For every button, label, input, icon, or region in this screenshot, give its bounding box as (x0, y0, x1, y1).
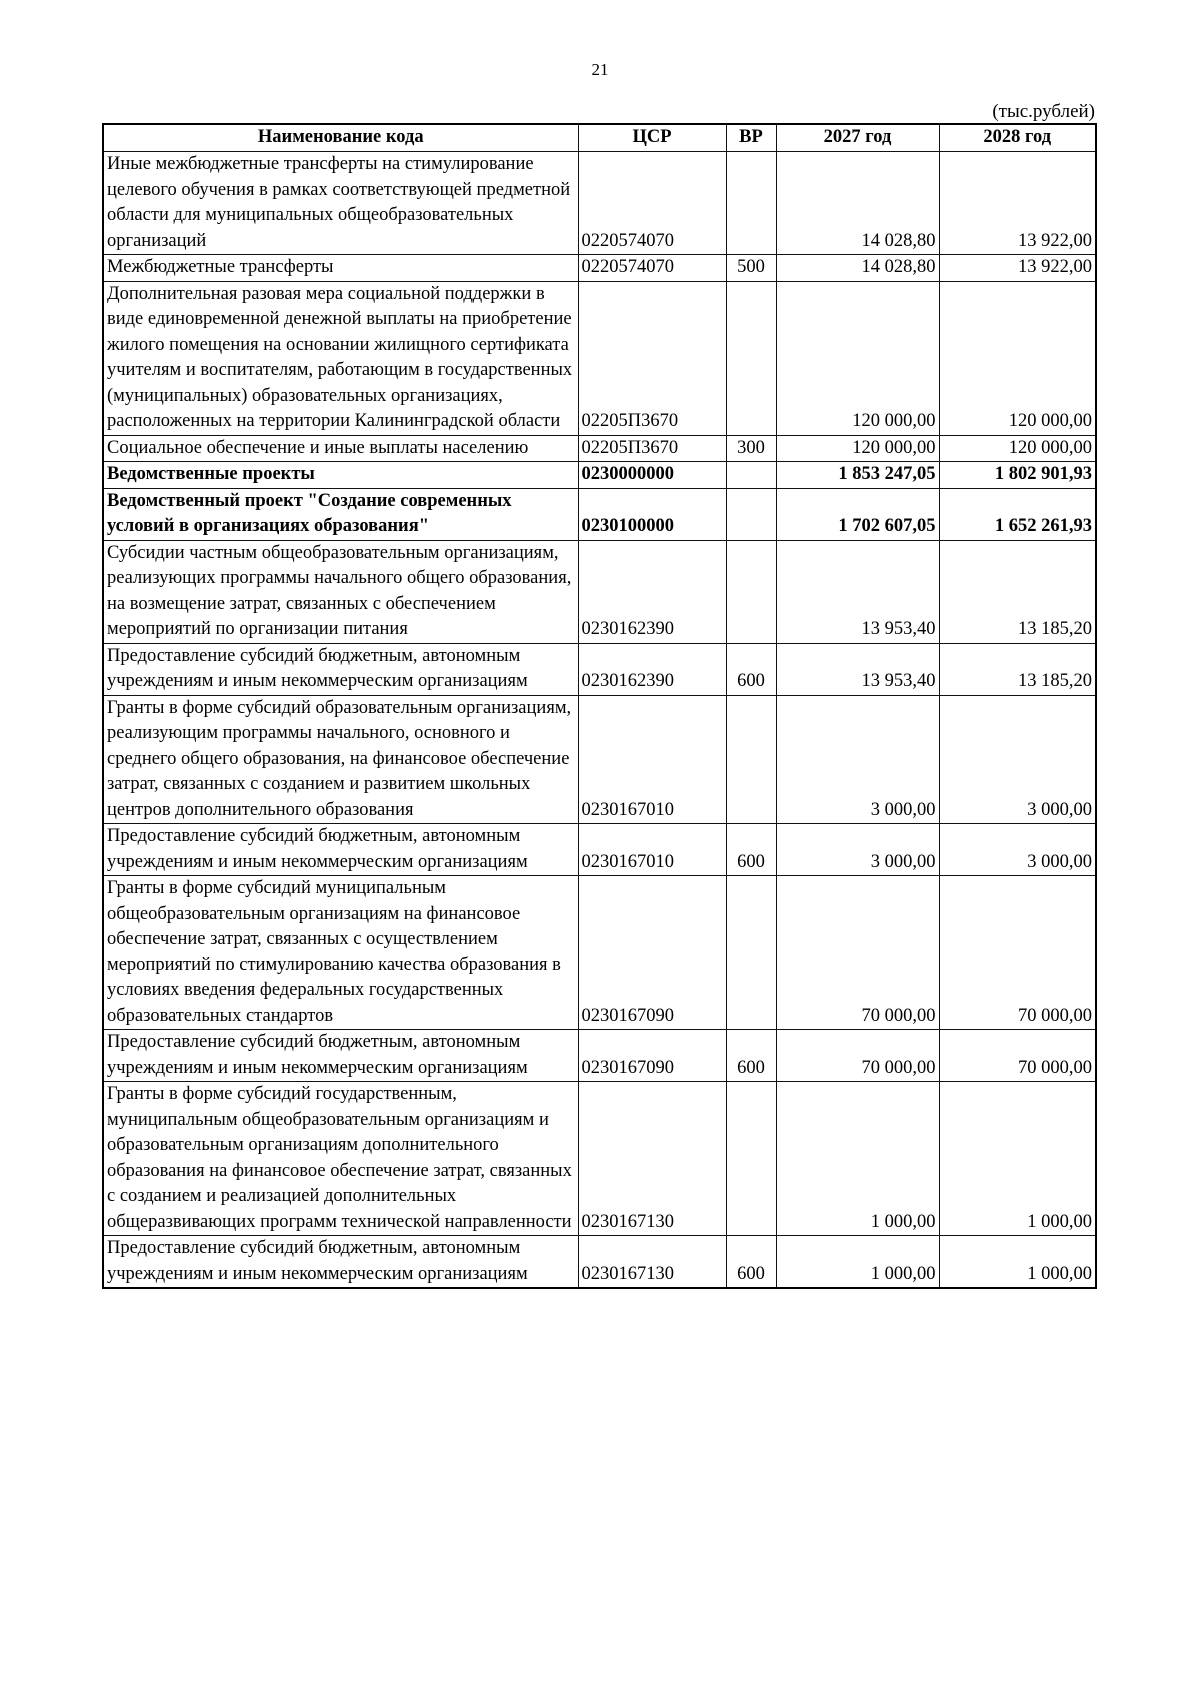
row-2027: 1 702 607,05 (776, 488, 939, 540)
row-csr: 0230167090 (578, 1030, 726, 1082)
row-2027: 70 000,00 (776, 1030, 939, 1082)
row-2027: 14 028,80 (776, 255, 939, 282)
header-2028: 2028 год (939, 124, 1096, 152)
row-vr: 500 (726, 255, 776, 282)
row-csr: 0230100000 (578, 488, 726, 540)
row-2028: 1 652 261,93 (939, 488, 1096, 540)
row-vr (726, 462, 776, 489)
table-row (103, 435, 1096, 462)
row-2028: 3 000,00 (939, 824, 1096, 876)
row-name: Гранты в форме субсидий муниципальным общеобразовательным организациям на финансовое обеспечение затрат, связанных с осуществлением мероприятий по стимулированию качества образования в условиях введения федеральных государственных образовательных стандартов (103, 876, 578, 1030)
row-name: Ведомственные проекты (103, 462, 578, 489)
row-csr: 0230167010 (578, 695, 726, 824)
row-name: Ведомственный проект "Создание современных условий в организациях образования" (103, 488, 578, 540)
row-csr: 0230162390 (578, 643, 726, 695)
row-2027: 3 000,00 (776, 824, 939, 876)
row-name: Предоставление субсидий бюджетным, автономным учреждениям и иным некоммерческим организациям (103, 1236, 578, 1289)
row-csr: 0220574070 (578, 255, 726, 282)
row-csr: 0230000000 (578, 462, 726, 489)
row-2028: 70 000,00 (939, 1030, 1096, 1082)
row-name: Гранты в форме субсидий государственным, муниципальным общеобразовательным организациям и образовательным организациям дополнительного образования на финансовое обеспечение затрат, связанных с созданием и реализацией дополнительных общеразвивающих программ технической направленности (103, 1082, 578, 1236)
row-vr: 300 (726, 435, 776, 462)
row-name: Предоставление субсидий бюджетным, автономным учреждениям и иным некоммерческим организациям (103, 824, 578, 876)
row-2027: 3 000,00 (776, 695, 939, 824)
header-name: Наименование кода (103, 124, 578, 152)
table-row (103, 1082, 1096, 1236)
header-vr: ВР (726, 124, 776, 152)
row-2027: 120 000,00 (776, 281, 939, 435)
row-vr: 600 (726, 1236, 776, 1289)
row-csr: 0220574070 (578, 152, 726, 255)
table-header-row (103, 124, 1096, 152)
row-2028: 1 802 901,93 (939, 462, 1096, 489)
budget-table (102, 123, 1097, 1289)
table-body (103, 152, 1096, 1289)
table-row (103, 643, 1096, 695)
table-row (103, 152, 1096, 255)
row-2028: 1 000,00 (939, 1082, 1096, 1236)
row-2028: 13 185,20 (939, 643, 1096, 695)
table-row (103, 1030, 1096, 1082)
row-vr: 600 (726, 1030, 776, 1082)
row-2027: 14 028,80 (776, 152, 939, 255)
row-vr (726, 488, 776, 540)
units-label: (тыс.рублей) (992, 101, 1095, 122)
row-vr (726, 876, 776, 1030)
row-name: Предоставление субсидий бюджетным, автономным учреждениям и иным некоммерческим организациям (103, 1030, 578, 1082)
row-csr: 02205П3670 (578, 281, 726, 435)
row-csr: 0230167130 (578, 1236, 726, 1289)
page-number: 21 (591, 60, 609, 79)
row-name: Дополнительная разовая мера социальной поддержки в виде единовременной денежной выплаты на приобретение жилого помещения на основании жилищного сертификата учителям и воспитателям, работающим в государственных (муниципальных) образовательных организациях, расположенных на территории Калининградской области (103, 281, 578, 435)
row-name: Предоставление субсидий бюджетным, автономным учреждениям и иным некоммерческим организациям (103, 643, 578, 695)
row-2028: 13 922,00 (939, 152, 1096, 255)
row-2027: 1 000,00 (776, 1082, 939, 1236)
row-2028: 70 000,00 (939, 876, 1096, 1030)
row-name: Гранты в форме субсидий образовательным организациям, реализующим программы начального, основного и среднего общего образования, на финансовое обеспечение затрат, связанных с созданием и развитием школьных центров дополнительного образования (103, 695, 578, 824)
row-csr: 02205П3670 (578, 435, 726, 462)
row-2028: 13 922,00 (939, 255, 1096, 282)
row-name: Иные межбюджетные трансферты на стимулирование целевого обучения в рамках соответствующей предметной области для муниципальных общеобразовательных организаций (103, 152, 578, 255)
row-2027: 120 000,00 (776, 435, 939, 462)
row-2028: 3 000,00 (939, 695, 1096, 824)
row-vr (726, 1082, 776, 1236)
row-2027: 70 000,00 (776, 876, 939, 1030)
row-vr: 600 (726, 643, 776, 695)
table-row (103, 695, 1096, 824)
table-row (103, 540, 1096, 643)
header-csr: ЦСР (578, 124, 726, 152)
row-2027: 13 953,40 (776, 643, 939, 695)
row-csr: 0230162390 (578, 540, 726, 643)
table-row-subtotal (103, 462, 1096, 489)
row-2028: 120 000,00 (939, 281, 1096, 435)
budget-sheet (102, 101, 1095, 1289)
table-row-subtotal (103, 488, 1096, 540)
table-row (103, 824, 1096, 876)
table-row (103, 1236, 1096, 1289)
table-row (103, 281, 1096, 435)
row-2027: 1 000,00 (776, 1236, 939, 1289)
table-row (103, 255, 1096, 282)
row-vr (726, 281, 776, 435)
header-2027: 2027 год (776, 124, 939, 152)
row-vr (726, 152, 776, 255)
row-csr: 0230167090 (578, 876, 726, 1030)
row-2027: 1 853 247,05 (776, 462, 939, 489)
row-2028: 1 000,00 (939, 1236, 1096, 1289)
table-row (103, 876, 1096, 1030)
row-vr (726, 540, 776, 643)
row-csr: 0230167130 (578, 1082, 726, 1236)
row-name: Субсидии частным общеобразовательным организациям, реализующих программы начального общего образования, на возмещение затрат, связанных с обеспечением мероприятий по организации питания (103, 540, 578, 643)
row-2028: 13 185,20 (939, 540, 1096, 643)
row-name: Социальное обеспечение и иные выплаты населению (103, 435, 578, 462)
row-name: Межбюджетные трансферты (103, 255, 578, 282)
row-2027: 13 953,40 (776, 540, 939, 643)
row-vr: 600 (726, 824, 776, 876)
row-vr (726, 695, 776, 824)
row-csr: 0230167010 (578, 824, 726, 876)
row-2028: 120 000,00 (939, 435, 1096, 462)
